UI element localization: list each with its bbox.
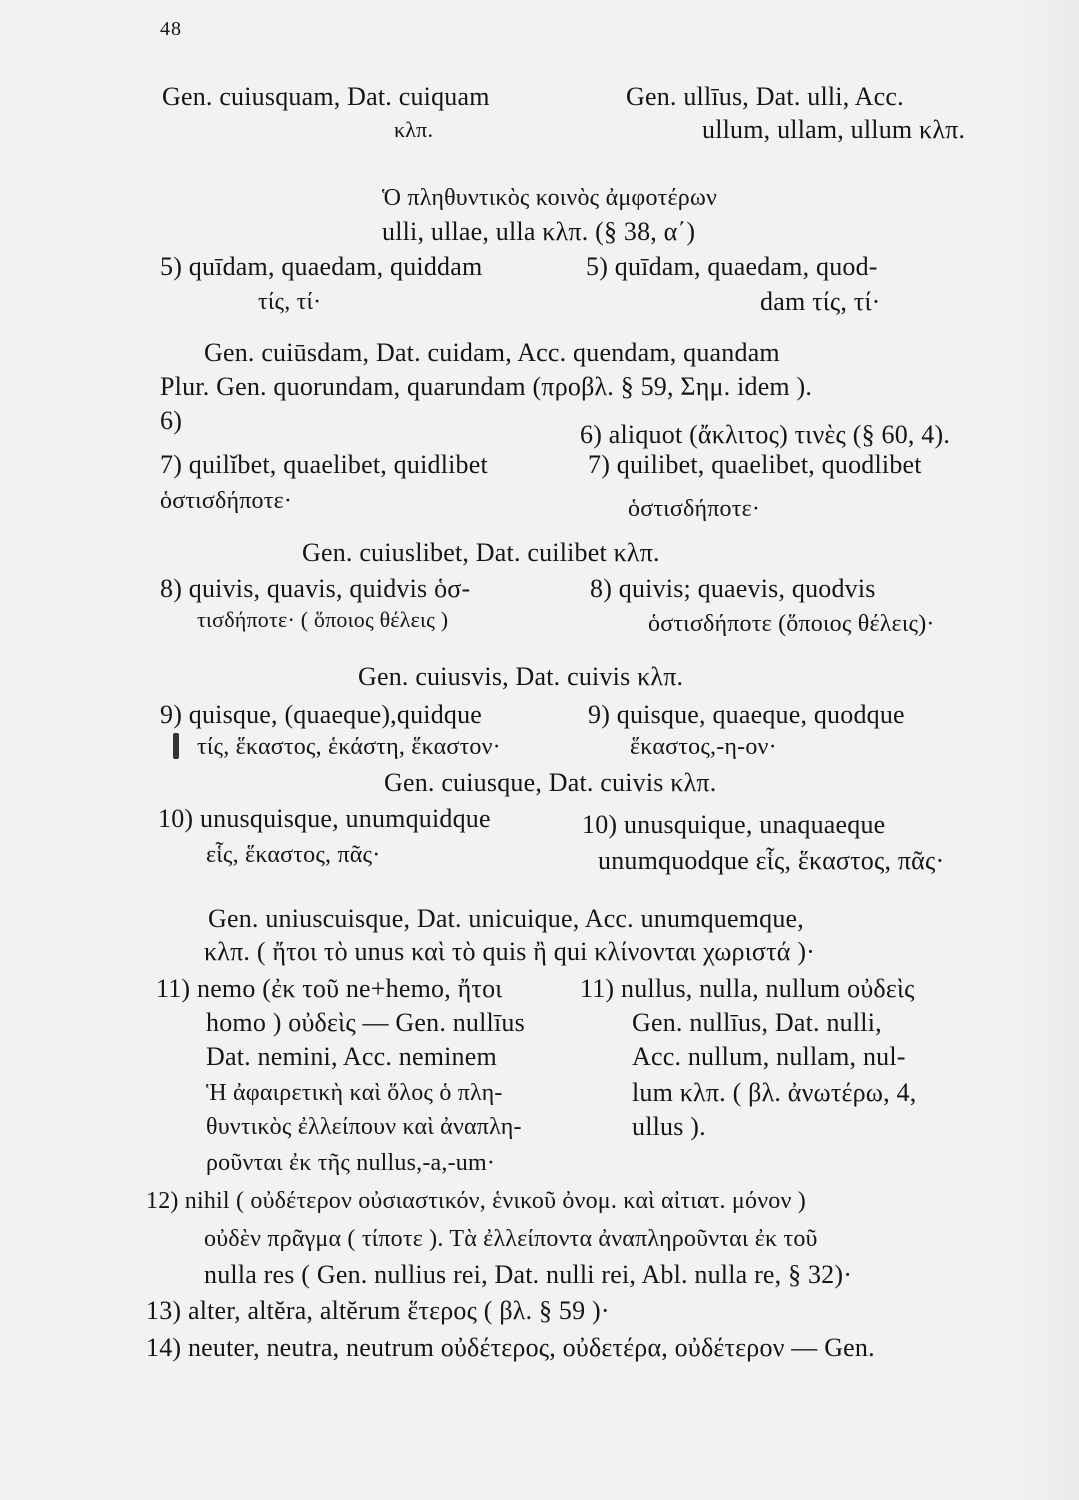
text-line: Ἡ ἀφαιρετικὴ καὶ ὅλος ὁ πλη- — [206, 1080, 503, 1106]
text-line: ἕκαστος,-η-ον· — [630, 734, 777, 760]
text-line: Gen. cuiūsdam, Dat. cuidam, Acc. quendam, quandam — [204, 338, 780, 367]
text-line: lum κλπ. ( βλ. ἀνωτέρω, 4, — [632, 1078, 917, 1107]
text-line: Dat. nemini, Acc. neminem — [206, 1042, 497, 1071]
text-line: 11) nullus, nulla, nullum οὐδεὶς — [580, 974, 915, 1003]
text-line: τίς, ἕκαστος, ἑκάστη, ἕκαστον· — [197, 734, 501, 760]
text-line: Ὁ πληθυντικὸς κοινὸς ἀμφοτέρων — [382, 185, 718, 211]
text-line: 9) quisque, (quaeque),quidque — [160, 700, 483, 729]
text-line: κλπ. ( ἤτοι τὸ unus καὶ τὸ quis ἢ qui κλίνονται χωριστά )· — [204, 937, 816, 966]
text-line: Acc. nullum, nullam, nul- — [632, 1042, 906, 1071]
text-line: ροῦνται ἐκ τῆς nullus,-a,-um· — [206, 1150, 496, 1176]
text-line: εἷς, ἕκαστος, πᾶς· — [206, 842, 381, 868]
text-line: 14) neuter, neutra, neutrum οὐδέτερος, οὐδετέρα, οὐδέτερον — Gen. — [146, 1333, 875, 1362]
text-line: οὐδὲν πρᾶγμα ( τίποτε ). Τὰ ἐλλείποντα ἀναπληροῦνται ἐκ τοῦ — [204, 1226, 818, 1252]
text-line: 5) quīdam, quaedam, quiddam — [160, 252, 483, 281]
text-line: homo ) οὐδεὶς — Gen. nullīus — [206, 1008, 525, 1037]
text-line: 5) quīdam, quaedam, quod- — [586, 252, 878, 281]
text-line: Gen. ullīus, Dat. ulli, Acc. — [626, 82, 904, 111]
page-number: 48 — [160, 18, 182, 40]
text-line: Gen. cuiusvis, Dat. cuivis κλπ. — [358, 662, 684, 691]
text-line: 11) nemo (ἐκ τοῦ ne+hemo, ἤτοι — [156, 974, 503, 1003]
text-line: Gen. cuiusque, Dat. cuivis κλπ. — [384, 768, 717, 797]
text-line: Plur. Gen. quorundam, quarundam (προβλ. § 59, Σημ. idem ). — [160, 372, 813, 401]
text-line: 9) quisque, quaeque, quodque — [588, 700, 905, 729]
text-line: 6) — [160, 406, 183, 435]
text-line: 8) quivis, quavis, quidvis ὁσ- — [160, 574, 471, 603]
text-line: ὁστισδήποτε· — [160, 488, 293, 514]
text-line: θυντικὸς ἐλλείπουν καὶ ἀναπλη- — [206, 1114, 522, 1140]
bleed-through-shadow — [1009, 0, 1079, 1500]
text-line: κλπ. — [394, 117, 434, 142]
margin-mark — [173, 733, 179, 759]
text-line: 6) aliquot (ἄκλιτος) τινὲς (§ 60, 4). — [580, 420, 951, 449]
text-line: Gen. cuiuslibet, Dat. cuilibet κλπ. — [302, 538, 660, 567]
text-line: ullus ). — [632, 1112, 706, 1141]
text-line: τισδήποτε· ( ὅποιος θέλεις ) — [197, 607, 449, 632]
text-line: 7) quilĭbet, quaelibet, quidlibet — [160, 450, 488, 479]
text-line: unumquodque εἷς, ἕκαστος, πᾶς· — [598, 846, 945, 875]
text-line: ὁστισδήποτε (ὅποιος θέλεις)· — [648, 611, 935, 637]
text-line: τίς, τί· — [258, 289, 322, 315]
text-line: nulla res ( Gen. nullius rei, Dat. nulli rei, Abl. nulla re, § 32)· — [204, 1260, 853, 1289]
text-line: 10) unusquique, unaquaeque — [582, 810, 886, 839]
text-line: 8) quivis; quaevis, quodvis — [590, 574, 876, 603]
text-line: 13) alter, altĕra, altĕrum ἕτερος ( βλ. § 59 )· — [146, 1296, 610, 1325]
text-line: ὁστισδήποτε· — [628, 496, 761, 522]
text-line: Gen. cuiusquam, Dat. cuiquam — [162, 82, 490, 111]
text-line: dam τίς, τί· — [760, 287, 881, 316]
text-line: ulli, ullae, ulla κλπ. (§ 38, α΄) — [382, 217, 696, 246]
text-line: 7) quilibet, quaelibet, quodlibet — [588, 450, 922, 479]
text-line: 10) unusquisque, unumquidque — [158, 804, 491, 833]
text-line: Gen. nullīus, Dat. nulli, — [632, 1008, 882, 1037]
text-line: Gen. uniuscuisque, Dat. unicuique, Acc. unumquemque, — [208, 904, 804, 933]
text-line: 12) nihil ( οὐδέτερον οὐσιαστικόν, ἑνικοῦ ὀνομ. καὶ αἰτιατ. μόνον ) — [146, 1188, 806, 1214]
text-line: ullum, ullam, ullum κλπ. — [702, 115, 966, 144]
